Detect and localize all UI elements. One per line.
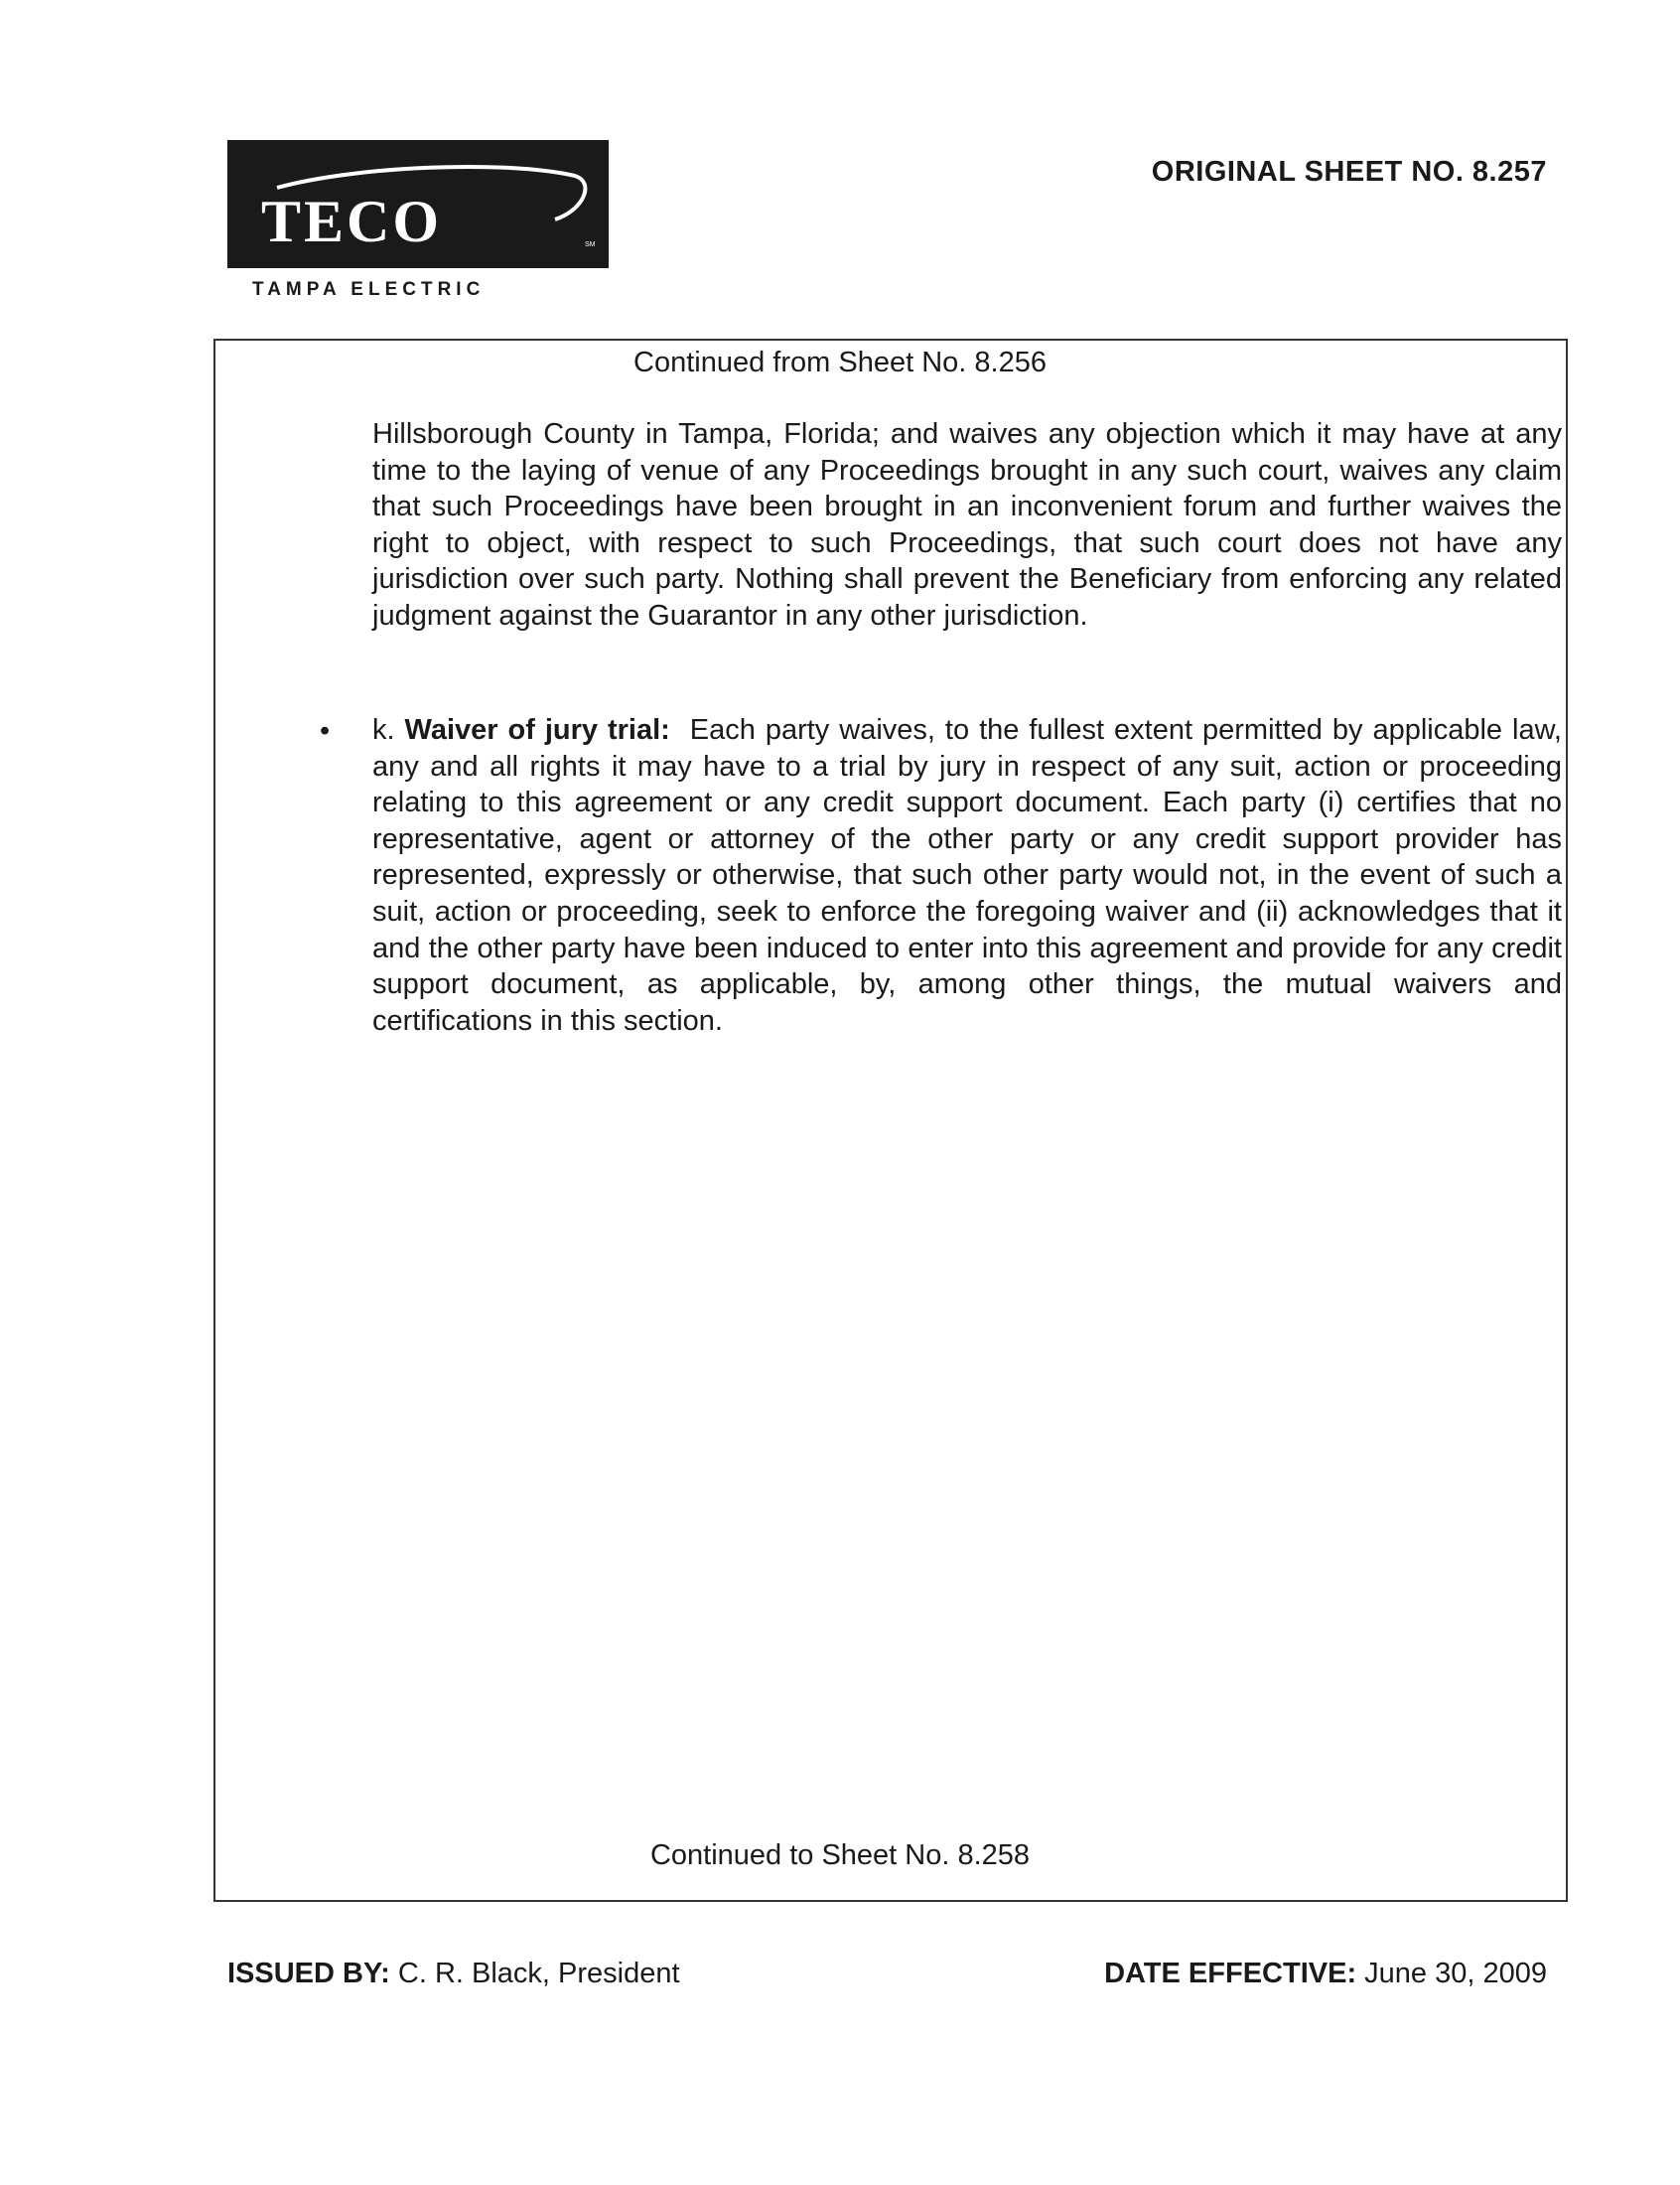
issued-by xyxy=(227,1958,680,1990)
date-effective xyxy=(1104,1958,1547,1990)
logo-text: TECO xyxy=(261,189,443,254)
continued-to: Continued to Sheet No. 8.258 xyxy=(649,1839,1031,1871)
logo-subtitle: TAMPA ELECTRIC xyxy=(252,279,486,300)
item-k-waiver-jury-trial xyxy=(372,712,1562,1039)
paragraph-jurisdiction: Hillsborough County in Tampa, Florida; and waives any objection which it may have at any time to the laying of venue of any Proceedings brought in any such court, waives any claim that such Proceedings have been brought in an inconvenient forum and further waives the right to object, with respect to such Proceedings, that such court does not have any jurisdiction over such party. Nothing shall prevent the Beneficiary from enforcing any related judgment against the Guarantor in any other jurisdiction. xyxy=(372,418,1562,632)
item-k-text: Each party waives, to the fullest extent permitted by applicable law, any and all rights it may have to a trial by jury in respect of any suit, action or proceeding relating to this agreement or any credit support document. Each party (i) certifies that no representative, agent or attorney of the other party or any credit support provider has represented, expressly or otherwise, that such other party would not, in the event of such a suit, action or proceeding, seek to enforce the foregoing waiver and (ii) acknowledges that it and the other party have been induced to enter into this agreement and provide for any credit support document, as applicable, by, among other things, the mutual waivers and certifications in this section. xyxy=(372,714,1562,1037)
teco-logo xyxy=(227,140,609,268)
date-effective-value: June 30, 2009 xyxy=(1364,1958,1547,1989)
item-k-heading: Waiver of jury trial: xyxy=(404,714,670,746)
bullet-icon: • xyxy=(320,715,331,747)
item-k-prefix: k. xyxy=(372,714,395,746)
sheet-number: ORIGINAL SHEET NO. 8.257 xyxy=(1151,156,1547,188)
issued-by-value: C. R. Black, President xyxy=(397,1958,680,1989)
continued-from: Continued from Sheet No. 8.256 xyxy=(633,347,1047,378)
date-effective-label: DATE EFFECTIVE: xyxy=(1104,1958,1357,1989)
logo-service-mark: SM xyxy=(585,241,596,248)
issued-by-label: ISSUED BY: xyxy=(227,1958,390,1989)
